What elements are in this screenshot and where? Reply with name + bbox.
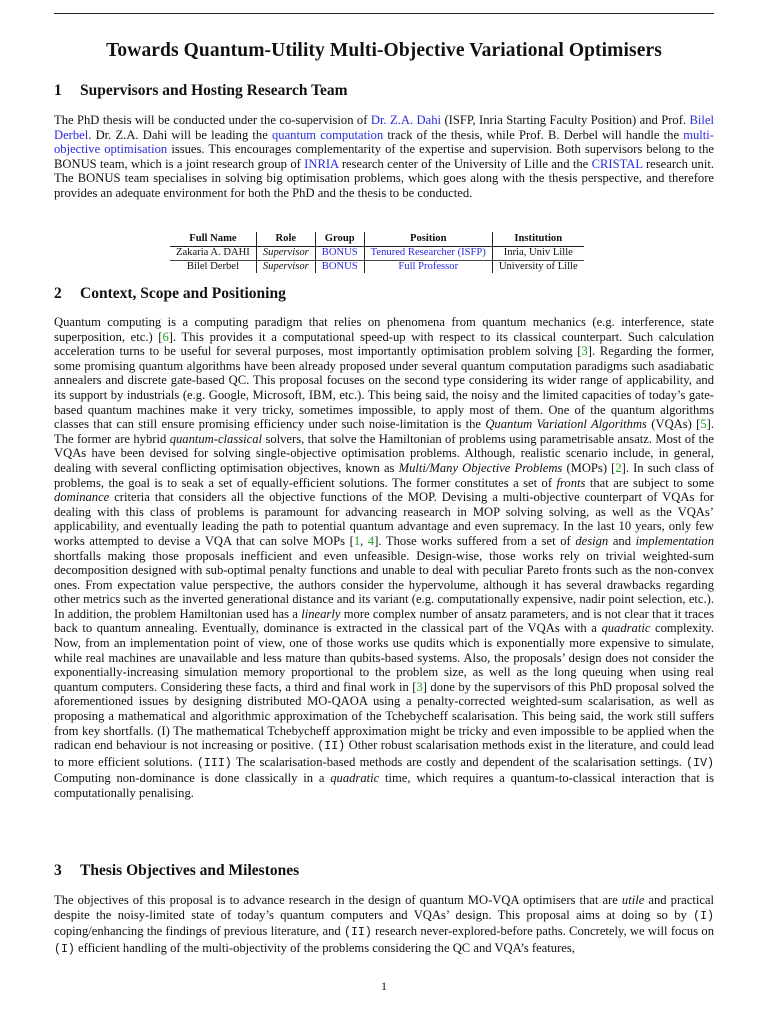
text-span: (MOPs) [ [562,460,616,475]
paragraph-supervisors [54,113,714,201]
emphasis: quantum-classical [169,431,263,446]
table-cell: Bilel Derbel [170,260,256,273]
section-title: Supervisors and Hosting Research Team [80,82,348,99]
text-span: (ISFP, Inria Starting Faculty Position) and Prof. [441,113,690,127]
section-title: Thesis Objectives and Milestones [80,862,300,879]
text-span: track of the thesis, while Prof. B. Derbel will handle the [383,127,684,142]
text-span: Computing non-dominance is done classically in a [54,771,331,786]
citation-link[interactable]: 1 [353,533,361,548]
text-span: shortfalls making those proposals inefficient and even unfeasible. Design-wise, those works rely on trivial weighted-sum decomposition designed with sub-optimal penalty functions and unable to deal with peculiar Pareto fronts such as the non-convex ones. From expectation value perspective, the authors consider the hypervolume, although it has several drawbacks regarding other metrics such as the inverted generational distance and its variant (e.g. computationally expensive, nadir point selection, etc.). In addition, the problem Hamiltonian used has a [54,548,714,621]
mono-label: (I) [693,909,714,923]
text-span: ]. Those works suffered from a set of [374,533,576,548]
table-cell-link[interactable]: Full Professor [364,260,492,273]
text-span: Other robust scalarisation methods exist in the literature, and could lead to more efficient solutions. [54,738,714,769]
table-cell: Supervisor [256,260,315,273]
table-header: Institution [492,232,583,247]
section-3-heading [54,862,299,880]
emphasis: quadratic [601,621,651,636]
section-number: 1 [54,82,62,99]
table-cell-link[interactable]: BONUS [315,260,364,273]
paragraph-objectives [54,893,714,957]
link-derbel[interactable]: Bilel Derbel [54,113,715,142]
table-row [170,260,584,273]
emphasis: fronts [556,475,586,490]
emphasis: design [575,533,609,548]
supervisors-table [170,232,584,273]
table-header: Position [364,232,492,247]
text-span: The objectives of this proposal is to advance research in the design of quantum MO-VQA optimisers that are [54,893,622,907]
citation-link[interactable]: 2 [615,460,622,475]
text-span: complexity. Now, from an implementation point of view, one of those works use qudits which is exponentially more expensive to simulate, while real machines are unavailable and less mature than qubits-based systems. Also, the proposals’ design does not consider the exponentially-increasing simulation memory proportional to the problem size, as well as the long queuing when using real quantum computers. Considering these facts, a third and final work in [ [54,621,715,694]
mono-label: (I) [54,942,75,956]
paragraph-context [54,315,714,801]
link-inria[interactable]: INRIA [304,156,339,171]
mono-label: (IV) [686,756,715,770]
emphasis: Quantum Variationl Algorithms [485,417,647,432]
table-row [170,247,584,260]
text-span: research unit. The BONUS team specialises in solving big optimisation problems, which goes along with the thesis perspective, and therefore provides an adequate environment for both the PhD and the thesis to be conducted. [54,156,715,200]
text-span: efficient handling of the multi-objectivity of the problems considering the QC and VQA’s features, [74,940,575,955]
emphasis: linearly [301,606,341,621]
section-number: 3 [54,862,62,879]
text-span: solvers, that solve the Hamiltonian of problems using parametrisable ansatz. Most of the VQAs have been devised for solving single-objective optimisation problems. Although, realistic scenario include, in general, dealing with several conflicting optimisation objectives, known as [54,431,714,475]
top-rule [54,13,714,14]
text-span: ]. The former are hybrid [54,417,714,446]
citation-link[interactable]: 6 [162,329,169,344]
text-span: , [360,533,368,548]
table-header: Group [315,232,364,247]
section-2-heading [54,285,286,303]
link-cristal[interactable]: CRISTAL [591,156,643,171]
link-multi-objective-optimisation[interactable]: multi-objective optimisation [54,127,714,157]
text-span: ]. In such class of problems, the goal is to seak a set of equally-efficient solutions. The former constitutes a set of [54,460,715,490]
paper-title: Towards Quantum-Utility Multi-Objective Variational Optimisers [106,40,662,61]
mono-label: (II) [317,740,346,754]
text-span: issues. This encourages complementarity of the expertise and supervision. Both supervisors belong to the BONUS team, which is a joint research group of [54,142,714,171]
section-title: Context, Scope and Positioning [80,285,286,302]
table-cell: University of Lille [498,260,578,272]
table-header: Role [256,232,315,247]
section-1-heading [54,82,348,100]
text-span: and [608,533,636,548]
table-header: Full Name [170,232,256,247]
text-span: Quantum computing is a computing paradigm that relies on phenomena from quantum mechanics (e.g. interference, state superposition, etc.) [ [54,315,714,344]
table-header-row [170,232,584,247]
citation-link[interactable]: 3 [581,344,588,359]
text-span: ]. Regarding the former, some promising quantum algorithms have been already proposed under several quantum computation paradigms such asadiabatic annealers and discrete gate-based QC. This proposal focuses on the second type considering its wider range of applicability, and its support by industrials (e.g. Google, Microsoft, IBM, etc.). This being said, the noisy and the limited capacities of today’s gate-based quantum machines make it very tricky, sometimes impossible, to apply most of them. One of the quantum algorithms classes that can still ensure promising efficiency under such noise-limitation is the [54,344,714,432]
paper-page [54,0,714,1024]
emphasis: implementation [635,533,715,548]
text-span: The scalarisation-based methods are costly and dependent of the scalarisation settings. [231,754,687,769]
section-number: 2 [54,285,62,302]
table-cell: Supervisor [256,247,315,260]
emphasis: quadratic [330,771,380,786]
text-span: research center of the University of Lille and the [338,156,592,171]
table-cell: Inria, Univ Lille [492,247,583,260]
mono-label: (II) [343,926,372,940]
mono-label: (III) [196,756,232,770]
citation-link[interactable]: 3 [416,679,423,694]
table-cell-link[interactable]: Tenured Researcher (ISFP) [364,247,492,260]
text-span: (VQAs) [ [646,417,701,432]
text-span: that are subject to some [585,475,714,490]
text-span: research never-explored-before paths. Concretely, we will focus on [371,924,714,939]
link-quantum-computation[interactable]: quantum computation [271,127,384,142]
text-span: coping/enhancing the findings of previous literature, and [54,924,344,939]
table-cell: Zakaria A. DAHI [170,247,256,260]
emphasis: dominance [54,490,110,505]
text-span: . Dr. Z.A. Dahi will be leading the [88,127,272,142]
emphasis: utile [621,893,645,907]
text-span: and practical despite the noisy-limited state of today’s quantum computers and VQAs’ design. This proposal aims at doing so by [54,893,714,922]
page-number: 1 [381,979,387,993]
text-span: criteria that considers all the objective functions of the MOP. Devising a multi-objective counterpart of VQAs for dealing with this class of problems is paramount for advancing reasearch in MOP solving solving, as well as the VQAs’ applicability, and eventually leading the path to potential quantum advantage and even supremacy. In the last 10 years, only few works attempted to devise a VQA that can solve MOPs [ [54,490,714,548]
link-dahi[interactable]: Dr. Z.A. Dahi [370,113,442,127]
table-cell-link[interactable]: BONUS [315,247,364,260]
text-span: time, which requires a quantum-to-classical interaction that is computationally penalising. [54,771,714,800]
text-span: ]. This provides it a computational speed-up with respect to its classical counterpart. Such calculation acceleration turns to be useful for several purposes, most importantly optimisation problem solving [ [54,329,714,359]
text-span: The PhD thesis will be conducted under the co-supervision of [54,113,371,127]
emphasis: Multi/Many Objective Problems [398,460,563,475]
citation-link[interactable]: 5 [700,417,707,432]
text-span: ] done by the supervisors of this PhD proposal solved the aforementioned issues by designing distributed MO-QAOA using a penalty-corrected weighted-sum scalarisation, as well as proposing a mathematical and algorithmic approximation of the Tchebycheff scalarisation. This being said, the work still suffers from key shortfalls. (I) The mathematical Tchebycheff approximation might be tricky and even impossible to be applied when the radican end behaviour is not increasing or positive. [54,679,714,753]
citation-link[interactable]: 4 [367,533,375,548]
text-span: more complex number of ansatz parameters, and is not clear that it traces back to quantum annealing. Eventually, dominance is extracted in the classical part of the VQAs with a [54,606,715,636]
